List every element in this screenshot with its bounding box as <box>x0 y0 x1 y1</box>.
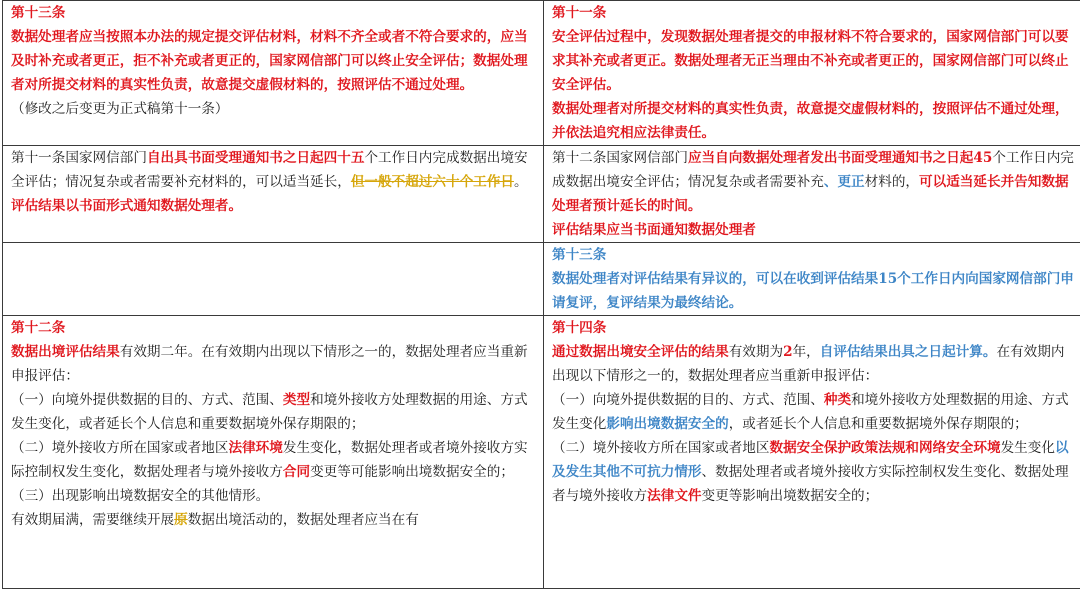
list-item <box>11 388 537 436</box>
highlight-text: 种类 <box>823 392 852 408</box>
table-row <box>3 146 1080 243</box>
list-item <box>552 436 1075 508</box>
text-run: 变更等可能影响出境数据安全的； <box>310 464 514 480</box>
text-run: 材料的， <box>864 174 920 190</box>
text-run: （二）境外接收方所在国家或者地区 <box>11 440 229 456</box>
highlight-text: 自出具书面受理通知书之日起四十五 <box>146 150 365 166</box>
article-body: 评估结果应当书面通知数据处理者 <box>552 222 756 238</box>
text-run: ，或者延长个人信息和重要数据境外保存期限的； <box>728 416 1028 432</box>
text-run: 个工作日内完成数据出境安全评估；情况复杂或者需要补充材料的，可以适当延长， <box>11 150 528 190</box>
highlight-text: 2 <box>783 344 793 360</box>
article-title: 第十四条 <box>552 320 607 336</box>
highlight-text: 法律文件 <box>647 488 702 504</box>
article-body: 数据处理者应当按照本办法的规定提交评估材料，材料不齐全或者不符合要求的，应当及时补充或者更正，拒不补充或者更正的，国家网信部门可以终止安全评估；数据处理者对所提交材料的真实性负责，故意提交虚假材料的，按照评估不通过处理。 <box>11 29 528 93</box>
highlight-text: 数据出境评估结果 <box>11 344 120 360</box>
highlight-text: 通过数据出境安全评估的结果 <box>552 344 729 360</box>
comparison-table <box>2 0 1080 589</box>
final-cell <box>544 243 1080 316</box>
text-run: 变更等影响出境数据安全的； <box>701 488 879 504</box>
text-run: 数据出境活动的，数据处理者应当在有 <box>187 512 419 528</box>
text-run: 。 <box>513 174 528 190</box>
highlight-text: 合同 <box>282 464 311 480</box>
draft-cell-empty <box>3 243 544 316</box>
text-run: 有效期为 <box>728 344 784 360</box>
text-run: 在有效期内出现以下情形之一的，数据处理者应当重新申报评估： <box>552 344 1065 384</box>
deleted-text: 但一般不超过六十个工作日 <box>350 174 514 190</box>
text-run: 第十二条国家网信部门 <box>552 150 688 166</box>
article-body <box>11 508 537 532</box>
highlight-text: 可以适当延长并告知数据处理者预计延长的时间。 <box>552 174 1069 214</box>
article-body <box>552 146 1075 218</box>
article-title: 第十三条 <box>11 5 66 21</box>
text-run: 个工作日内完成数据出境安全评估；情况复杂或者需要补充 <box>552 150 1074 190</box>
highlight-text: 类型 <box>282 392 311 408</box>
deleted-text: 原 <box>174 512 188 528</box>
text-run: 有效期届满，需要继续开展 <box>11 512 175 528</box>
added-text: 自评估结果出具之日起计算。 <box>819 344 997 360</box>
article-body: 安全评估过程中，发现数据处理者提交的申报材料不符合要求的，国家网信部门可以要求其补充或者更正。数据处理者无正当理由不补充或者更正的，国家网信部门可以终止安全评估。 <box>552 29 1069 93</box>
final-cell <box>544 146 1080 243</box>
article-body <box>552 340 1075 388</box>
article-title: 第十二条 <box>11 320 66 336</box>
highlight-text: 数据安全保护政策法规和网络安全环境 <box>769 440 1001 456</box>
table-row <box>3 316 1080 589</box>
text-run: （一）向境外提供数据的目的、方式、范围、 <box>11 392 283 408</box>
article-body: 数据处理者对所提交材料的真实性负责，故意提交虚假材料的，按照评估不通过处理，并依法追究相应法律责任。 <box>552 101 1069 141</box>
text-run: 、数据处理者或者境外接收方实际控制权发生变化、数据处理者与境外接收方 <box>552 464 1069 504</box>
text-run: 和境外接收方处理数据的用途、方式发生变化 <box>552 392 1069 432</box>
article-title: 第十一条 <box>552 5 607 21</box>
text-run: （一）向境外提供数据的目的、方式、范围、 <box>552 392 824 408</box>
article-body: 评估结果以书面形式通知数据处理者。 <box>11 198 243 214</box>
added-text: 影响出境数据安全的 <box>606 416 729 432</box>
text-run: 年， <box>792 344 820 360</box>
article-title: 第十三条 <box>552 247 607 263</box>
table-row <box>3 243 1080 316</box>
text-run: 发生变化，数据处理者或者境外接收方实际控制权发生变化，数据处理者与境外接收方 <box>11 440 528 480</box>
added-text: 以及发生其他不可抗力情形 <box>552 440 1069 480</box>
draft-cell <box>3 146 544 243</box>
final-cell <box>544 316 1080 589</box>
list-item: （三）出现影响出境数据安全的其他情形。 <box>11 488 270 504</box>
article-body <box>11 340 537 388</box>
text-run: （二）境外接收方所在国家或者地区 <box>552 440 770 456</box>
article-body <box>11 146 537 194</box>
final-cell <box>544 1 1080 146</box>
highlight-text: 应当自向数据处理者发出书面受理通知书之日起45 <box>687 150 993 166</box>
highlight-text: 法律环境 <box>228 440 283 456</box>
text-run: 和境外接收方处理数据的用途、方式发生变化，或者延长个人信息和重要数据境外保存期限的； <box>11 392 528 432</box>
text-run: 第十一条国家网信部门 <box>11 150 147 166</box>
draft-cell <box>3 1 544 146</box>
list-item <box>11 436 537 484</box>
added-text: 、更正 <box>823 174 865 190</box>
draft-cell <box>3 316 544 589</box>
text-run: 发生变化 <box>1000 440 1055 456</box>
article-body: 数据处理者对评估结果有异议的，可以在收到评估结果15个工作日内向国家网信部门申请复评，复评结果为最终结论。 <box>552 271 1074 311</box>
article-note: （修改之后变更为正式稿第十一条） <box>11 101 229 117</box>
text-run: 有效期二年。在有效期内出现以下情形之一的，数据处理者应当重新申报评估： <box>11 344 528 384</box>
list-item <box>552 388 1075 436</box>
table-row <box>3 1 1080 146</box>
